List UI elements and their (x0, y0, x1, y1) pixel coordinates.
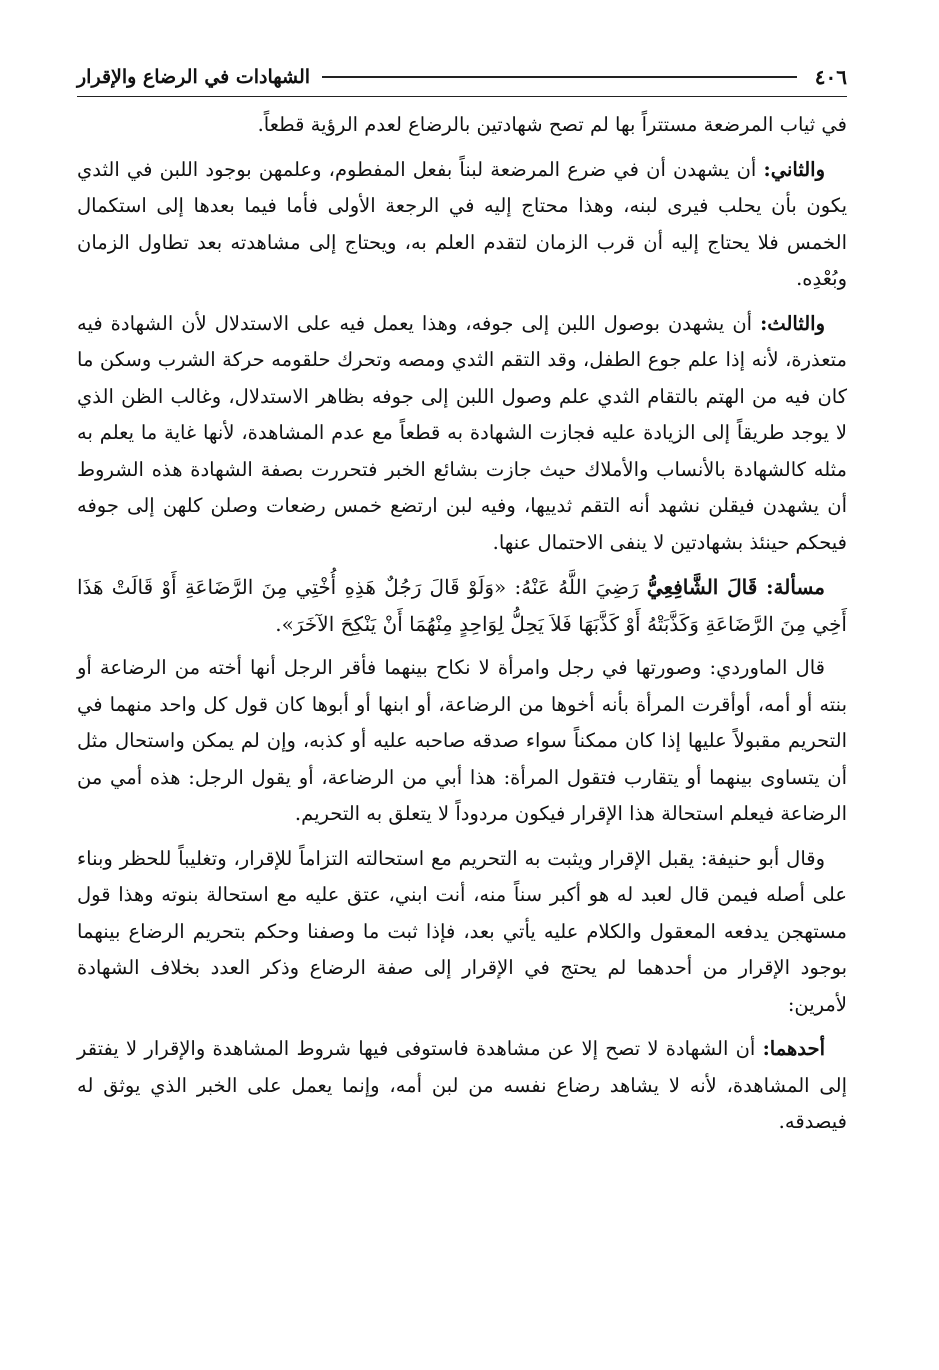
paragraph-abu-hanifa (77, 841, 847, 1024)
paragraph-text: في ثياب المرضعة مستتراً بها لم تصح شهادتين بالرضاع لعدم الرؤية قطعاً. (257, 113, 847, 136)
paragraph-text: وقال أبو حنيفة: يقبل الإقرار ويثبت به التحريم مع استحالته التزاماً للإقرار، وتغليباً للحظر وبناء على أصله فيمن قال لعبد له هو أكبر سناً منه، أنت ابني، عتق عليه مع استحالة بنوته وهذا قول مستهجن يدفعه المعقول والكلام عليه يأتي بعد، فإذا ثبت ما وصفنا وحكم بتحريم الرضاع بينهما بوجود الإقرار من أحدهما لم يحتج في الإقرار إلى صفة الرضاع وذكر العدد بخلاف الشهادة لأمرين: (77, 846, 847, 1016)
paragraph-lead: والثاني: (763, 157, 825, 181)
paragraph-lead: أحدهما: (762, 1037, 825, 1060)
book-page (77, 60, 847, 1149)
running-title: الشهادات في الرضاع والإقرار (77, 66, 311, 88)
header-rule (322, 76, 797, 78)
paragraph-text: أن يشهدن بوصول اللبن إلى جوفه، وهذا يعمل فيه على الاستدلال لأن الشهادة فيه متعذرة، لأنه إذا علم جوع الطفل، وقد التقم الثدي ومصه وتحرك حلقومه حركة الشرب وسكن ما كان فيه من الهتم بالتقام الثدي علم وصول اللبن إلى جوفه بظاهر الاستدلال، وغالب الظن الذي لا يوجد طريقاً إلى الزيادة عليه فجازت الشهادة به قطعاً مع عدم المشاهدة، لأنها غاية ما يعلم به مثله كالشهادة بالأنساب والأملاك حيث جازت بشائع الخبر فتحررت بصفة الشهادة هذه الشروط أن يشهدن فيقلن نشهد أنه التقم ثدييها، وفيه لبن ارتضع خمس رضعات وصلن كلهن إلى جوفه فيحكم حينئذ بشهادتين لا ينفى الاحتمال عنها. (77, 311, 847, 554)
paragraph-second-condition (77, 152, 847, 298)
paragraph-first-reason (77, 1031, 847, 1141)
page-header (77, 60, 847, 97)
paragraph-continuation (77, 107, 847, 144)
paragraph-third-condition (77, 306, 847, 562)
paragraph-text: قال الماوردي: وصورتها في رجل وامرأة لا نكاح بينهما فأقر الرجل أنها أخته من الرضاعة أو بنته أو أمه، أوأقرت المرأة بأنه أخوها من الرضاعة، أو ابنها أو أبوها كان قول كل واحد منهما في التحريم مقبولاً عليها إذا كان ممكناً سواء صدقه صاحبه عليه أو كذبه، وإن لم يمكن واستحال مثل أن يتساوى بينهما أو يتقارب فتقول المرأة: هذا أبي من الرضاعة، أو يقول الرجل: هذه أمي من الرضاعة فيعلم استحالة هذا الإقرار فيكون مردوداً لا يتعلق به التحريم. (77, 656, 847, 825)
page-number: ٤٠٦ (814, 65, 847, 89)
paragraph-text: رَضِيَ اللَّهُ عَنْهُ: «وَلَوْ قَالَ رَجُلٌ هَذِهِ أُخْتِي مِنَ الرَّضَاعَةِ أَوْ قَالَتْ هَذَا أَخِي مِنَ الرَّضَاعَةِ وَكَذَّبَتْهُ أَوْ كَذَّبَهَا فَلاَ يَحِلُّ لِوَاحِدٍ مِنْهُمَا أَنْ يَنْكِحَ الآخَرَ». (77, 575, 847, 636)
paragraph-masala (77, 569, 847, 642)
paragraph-text: أن الشهادة لا تصح إلا عن مشاهدة فاستوفى فيها شروط المشاهدة والإقرار لا يفتقر إلى المشاهدة، لأنه لا يشاهد رضاع نفسه من لبن أمه، وإنما يعمل على الخبر الذي يوثق له فيصدقه. (77, 1037, 847, 1133)
paragraph-lead: مسألة: قَالَ الشَّافِعِيُّ (646, 575, 826, 599)
paragraph-lead: والثالث: (760, 311, 825, 335)
paragraph-mawardi (77, 650, 847, 833)
paragraph-text: أن يشهدن أن في ضرع المرضعة لبناً بفعل المفطوم، وعلمهن بوجود اللبن في الثدي يكون بأن يحلب فيرى لبنه، وهذا محتاج إليه في الرجعة الأولى فأما فيما بعدها إلى استكمال الخمس فلا يحتاج إليه أن قرب الزمان لتقدم العلم به، ويحتاج إلى مشاهدته بعد تطاول الزمان وبُعْدِه. (77, 157, 847, 290)
